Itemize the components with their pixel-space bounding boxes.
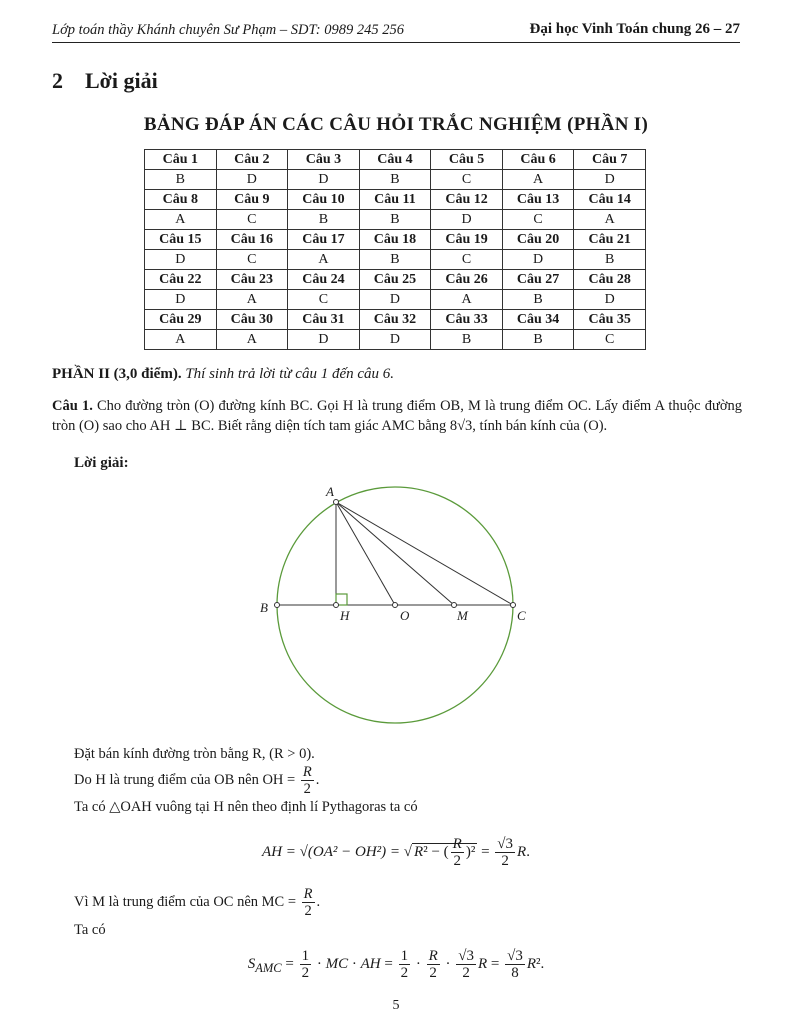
answer-cell: A bbox=[431, 290, 503, 310]
question-number-cell: Câu 6 bbox=[502, 150, 574, 170]
question-number-cell: Câu 15 bbox=[145, 230, 217, 250]
answer-table-answer-row bbox=[145, 290, 646, 310]
point-o bbox=[393, 603, 398, 608]
answer-table-question-row bbox=[145, 230, 646, 250]
page-number: 5 bbox=[392, 998, 400, 1013]
question-number-cell: Câu 30 bbox=[216, 310, 288, 330]
question-number-cell: Câu 20 bbox=[502, 230, 574, 250]
answer-cell: B bbox=[502, 290, 574, 310]
answer-cell: B bbox=[288, 210, 360, 230]
question-number-cell: Câu 34 bbox=[502, 310, 574, 330]
answer-cell: B bbox=[359, 170, 431, 190]
question-number-cell: Câu 4 bbox=[359, 150, 431, 170]
section-number: 2 bbox=[52, 68, 63, 93]
page-header bbox=[52, 20, 740, 43]
question-number-cell: Câu 19 bbox=[431, 230, 503, 250]
question-number-cell: Câu 10 bbox=[288, 190, 360, 210]
question-number-cell: Câu 35 bbox=[574, 310, 646, 330]
label-o: O bbox=[400, 608, 410, 623]
answer-table-answer-row bbox=[145, 170, 646, 190]
label-a: A bbox=[326, 484, 334, 499]
equation-ah-radical: √ R² − ( $\frac{R}{2}$ )² bbox=[403, 836, 476, 869]
answer-table-question-row bbox=[145, 190, 646, 210]
answer-cell: D bbox=[288, 170, 360, 190]
answer-cell: D bbox=[574, 170, 646, 190]
question-number-cell: Câu 8 bbox=[145, 190, 217, 210]
answer-cell: C bbox=[431, 250, 503, 270]
answer-cell: B bbox=[574, 250, 646, 270]
answer-cell: D bbox=[145, 290, 217, 310]
question-number-cell: Câu 22 bbox=[145, 270, 217, 290]
solution-line-3: Ta có △OAH vuông tại H nên theo định lí Pythagoras ta có bbox=[74, 799, 418, 815]
segment-am bbox=[336, 502, 454, 605]
answer-cell: A bbox=[574, 210, 646, 230]
answer-cell: D bbox=[288, 330, 360, 350]
part2-instruction: Thí sinh trả lời từ câu 1 đến câu 6. bbox=[185, 366, 395, 382]
question-number-cell: Câu 27 bbox=[502, 270, 574, 290]
part2-heading bbox=[52, 366, 394, 383]
geometry-figure bbox=[250, 482, 550, 732]
question-number-cell: Câu 17 bbox=[288, 230, 360, 250]
point-c bbox=[511, 603, 516, 608]
answer-cell: D bbox=[145, 250, 217, 270]
question-number-cell: Câu 16 bbox=[216, 230, 288, 250]
answer-cell: A bbox=[288, 250, 360, 270]
answer-cell: D bbox=[216, 170, 288, 190]
solution-line-5: Ta có bbox=[74, 922, 106, 938]
answer-cell: A bbox=[145, 330, 217, 350]
question-number-cell: Câu 26 bbox=[431, 270, 503, 290]
solution-label: Lời giải: bbox=[74, 455, 129, 471]
question-number-cell: Câu 1 bbox=[145, 150, 217, 170]
fraction-sqrt3-over-2: $\frac{√3}{2}$ bbox=[497, 836, 514, 869]
section-heading bbox=[52, 68, 158, 94]
answer-table-question-row bbox=[145, 310, 646, 330]
question-number-cell: Câu 14 bbox=[574, 190, 646, 210]
question-number-cell: Câu 12 bbox=[431, 190, 503, 210]
answer-cell: A bbox=[216, 290, 288, 310]
answer-cell: B bbox=[502, 330, 574, 350]
answer-cell: D bbox=[431, 210, 503, 230]
question-number-cell: Câu 11 bbox=[359, 190, 431, 210]
question-number-cell: Câu 25 bbox=[359, 270, 431, 290]
answer-cell: C bbox=[502, 210, 574, 230]
equation-ah-lhs: AH = √(OA² − OH²) = bbox=[262, 843, 401, 860]
question-number-cell: Câu 32 bbox=[359, 310, 431, 330]
answer-cell: D bbox=[359, 330, 431, 350]
segment-ao bbox=[336, 502, 395, 605]
segment-ac bbox=[336, 502, 513, 605]
answer-table bbox=[144, 149, 646, 350]
question-number-cell: Câu 5 bbox=[431, 150, 503, 170]
answer-cell: C bbox=[431, 170, 503, 190]
point-a bbox=[334, 500, 339, 505]
question-number-cell: Câu 3 bbox=[288, 150, 360, 170]
answer-cell: C bbox=[288, 290, 360, 310]
equation-area: $S_{AMC}$ = $\frac{1}{2}$ · MC · AH = $\frac{1}{2}$ · $\frac{R}{2}$ · $\frac{√3}{2}$ R = $\frac{√3}{8}$ R². bbox=[247, 948, 545, 981]
solution-line-2-text: Do H là trung điểm của OB nên OH = bbox=[74, 771, 296, 788]
point-h bbox=[334, 603, 339, 608]
question-number-cell: Câu 2 bbox=[216, 150, 288, 170]
question-number-cell: Câu 29 bbox=[145, 310, 217, 330]
answer-table-answer-row bbox=[145, 250, 646, 270]
label-h: H bbox=[340, 608, 350, 623]
question-number-cell: Câu 24 bbox=[288, 270, 360, 290]
question-1 bbox=[52, 397, 742, 436]
answer-cell: B bbox=[359, 250, 431, 270]
fraction-r-over-2-mc: $\frac{R}{2}$ bbox=[303, 886, 313, 919]
solution-line-4-text: Vì M là trung điểm của OC nên MC = bbox=[74, 893, 297, 910]
question-number-cell: Câu 21 bbox=[574, 230, 646, 250]
answer-cell: B bbox=[145, 170, 217, 190]
section-title: Lời giải bbox=[85, 68, 158, 93]
header-teacher-info: Lớp toán thầy Khánh chuyên Sư Phạm – SDT: 0989 245 256 bbox=[52, 22, 404, 38]
solution-line-4: Vì M là trung điểm của OC nên MC = $\frac{R}{2}$ . bbox=[74, 886, 321, 919]
answer-cell: B bbox=[359, 210, 431, 230]
header-exam-title: Đại học Vinh Toán chung 26 – 27 bbox=[529, 21, 740, 37]
question-number-cell: Câu 9 bbox=[216, 190, 288, 210]
answer-table-answer-row bbox=[145, 210, 646, 230]
answer-cell: A bbox=[216, 330, 288, 350]
question-number-cell: Câu 13 bbox=[502, 190, 574, 210]
answer-cell: C bbox=[216, 210, 288, 230]
question-1-label: Câu 1. bbox=[52, 398, 93, 414]
label-c: C bbox=[517, 608, 526, 623]
question-number-cell: Câu 23 bbox=[216, 270, 288, 290]
question-number-cell: Câu 18 bbox=[359, 230, 431, 250]
answer-table-question-row bbox=[145, 150, 646, 170]
question-number-cell: Câu 7 bbox=[574, 150, 646, 170]
answer-cell: C bbox=[574, 330, 646, 350]
point-b bbox=[275, 603, 280, 608]
point-m bbox=[452, 603, 457, 608]
solution-line-1: Đặt bán kính đường tròn bằng R, (R > 0). bbox=[74, 746, 315, 762]
fraction-r-over-2: $\frac{R}{2}$ bbox=[302, 764, 312, 797]
equation-ah: AH = √(OA² − OH²) = √ R² − ( $\frac{R}{2}$ )² = $\frac{√3}{2}$ R. bbox=[262, 836, 530, 869]
question-1-text: Cho đường tròn (O) đường kính BC. Gọi H là trung điểm OB, M là trung điểm OC. Lấy điểm A thuộc đường tròn (O) sao cho AH ⊥ BC. Biết rằng diện tích tam giác AMC bằng 8√3, tính bán kính của (O). bbox=[52, 398, 742, 434]
answer-cell: C bbox=[216, 250, 288, 270]
answer-cell: D bbox=[574, 290, 646, 310]
answer-cell: B bbox=[431, 330, 503, 350]
solution-line-2: Do H là trung điểm của OB nên OH = $\frac{R}{2}$ . bbox=[74, 764, 320, 797]
label-m: M bbox=[457, 608, 468, 623]
answer-cell: D bbox=[502, 250, 574, 270]
answer-table-title: BẢNG ĐÁP ÁN CÁC CÂU HỎI TRẮC NGHIỆM (PHẦN I) bbox=[143, 114, 649, 135]
question-number-cell: Câu 31 bbox=[288, 310, 360, 330]
answer-table-answer-row bbox=[145, 330, 646, 350]
part2-label: PHẦN II (3,0 điểm). bbox=[52, 366, 182, 382]
answer-cell: A bbox=[145, 210, 217, 230]
answer-cell: A bbox=[502, 170, 574, 190]
answer-table-question-row bbox=[145, 270, 646, 290]
label-b: B bbox=[260, 600, 268, 615]
answer-cell: D bbox=[359, 290, 431, 310]
question-number-cell: Câu 28 bbox=[574, 270, 646, 290]
question-number-cell: Câu 33 bbox=[431, 310, 503, 330]
